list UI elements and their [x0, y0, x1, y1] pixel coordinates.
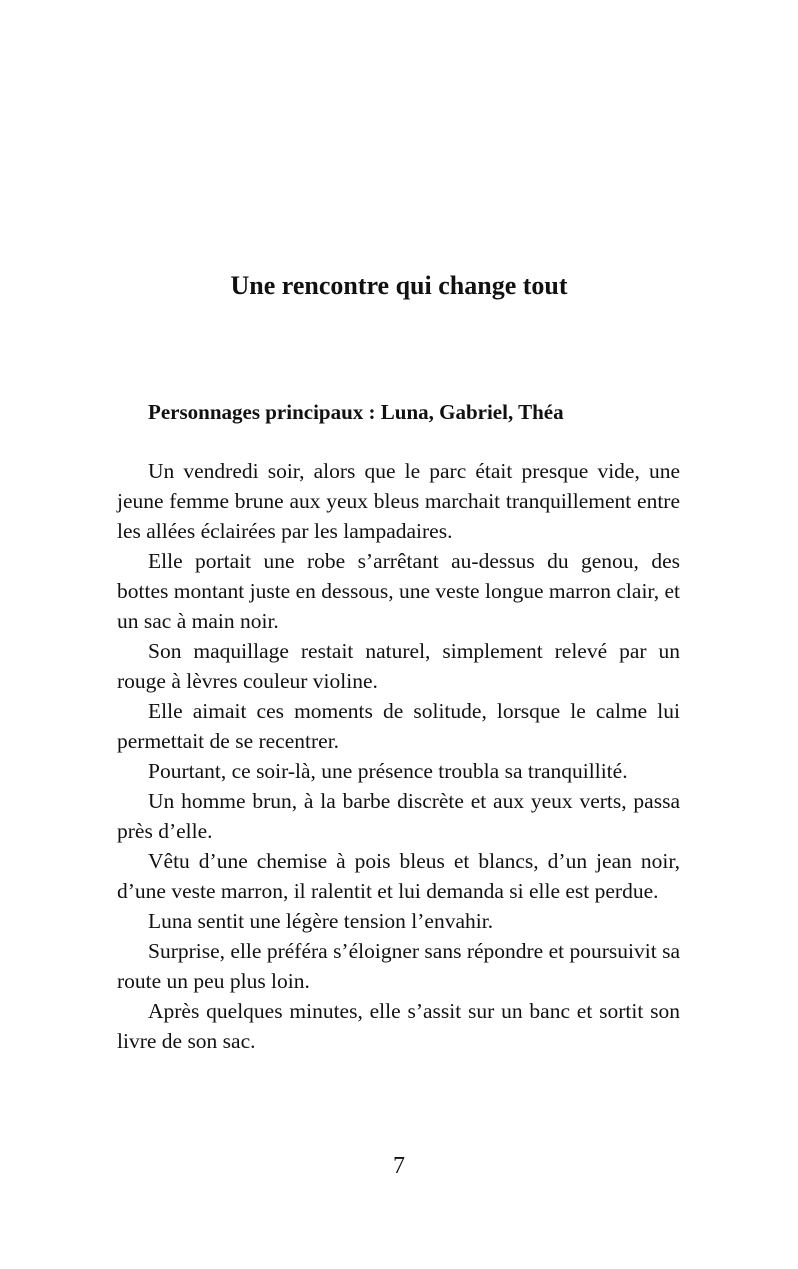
paragraph: Son maquillage restait naturel, simplement relevé par un rouge à lèvres couleur violine.	[117, 639, 680, 693]
paragraph: Elle portait une robe s’arrêtant au-dessus du genou, des bottes montant juste en dessous, une veste longue marron clair, et un sac à main noir.	[117, 549, 680, 633]
page-number: 7	[393, 1153, 405, 1179]
paragraph: Luna sentit une légère tension l’envahir.	[148, 909, 494, 933]
chapter-body	[117, 456, 680, 1056]
paragraph: Après quelques minutes, elle s’assit sur un banc et sortit son livre de son sac.	[117, 999, 680, 1053]
paragraph: Un vendredi soir, alors que le parc était presque vide, une jeune femme brune aux yeux bleus marchait tranquillement entre les allées éclairées par les lampadaires.	[117, 459, 680, 543]
paragraph: Surprise, elle préféra s’éloigner sans répondre et poursuivit sa route un peu plus loin.	[117, 939, 680, 993]
paragraph: Un homme brun, à la barbe discrète et aux yeux verts, passa près d’elle.	[117, 789, 680, 843]
chapter-title: Une rencontre qui change tout	[230, 271, 568, 300]
characters-heading: Personnages principaux : Luna, Gabriel, Théa	[148, 400, 564, 424]
paragraph: Vêtu d’une chemise à pois bleus et blancs, d’un jean noir, d’une veste marron, il ralentit et lui demanda si elle est perdue.	[117, 849, 680, 903]
paragraph: Elle aimait ces moments de solitude, lorsque le calme lui permettait de se recentrer.	[117, 699, 680, 753]
paragraph: Pourtant, ce soir-là, une présence troubla sa tranquillité.	[148, 759, 628, 783]
